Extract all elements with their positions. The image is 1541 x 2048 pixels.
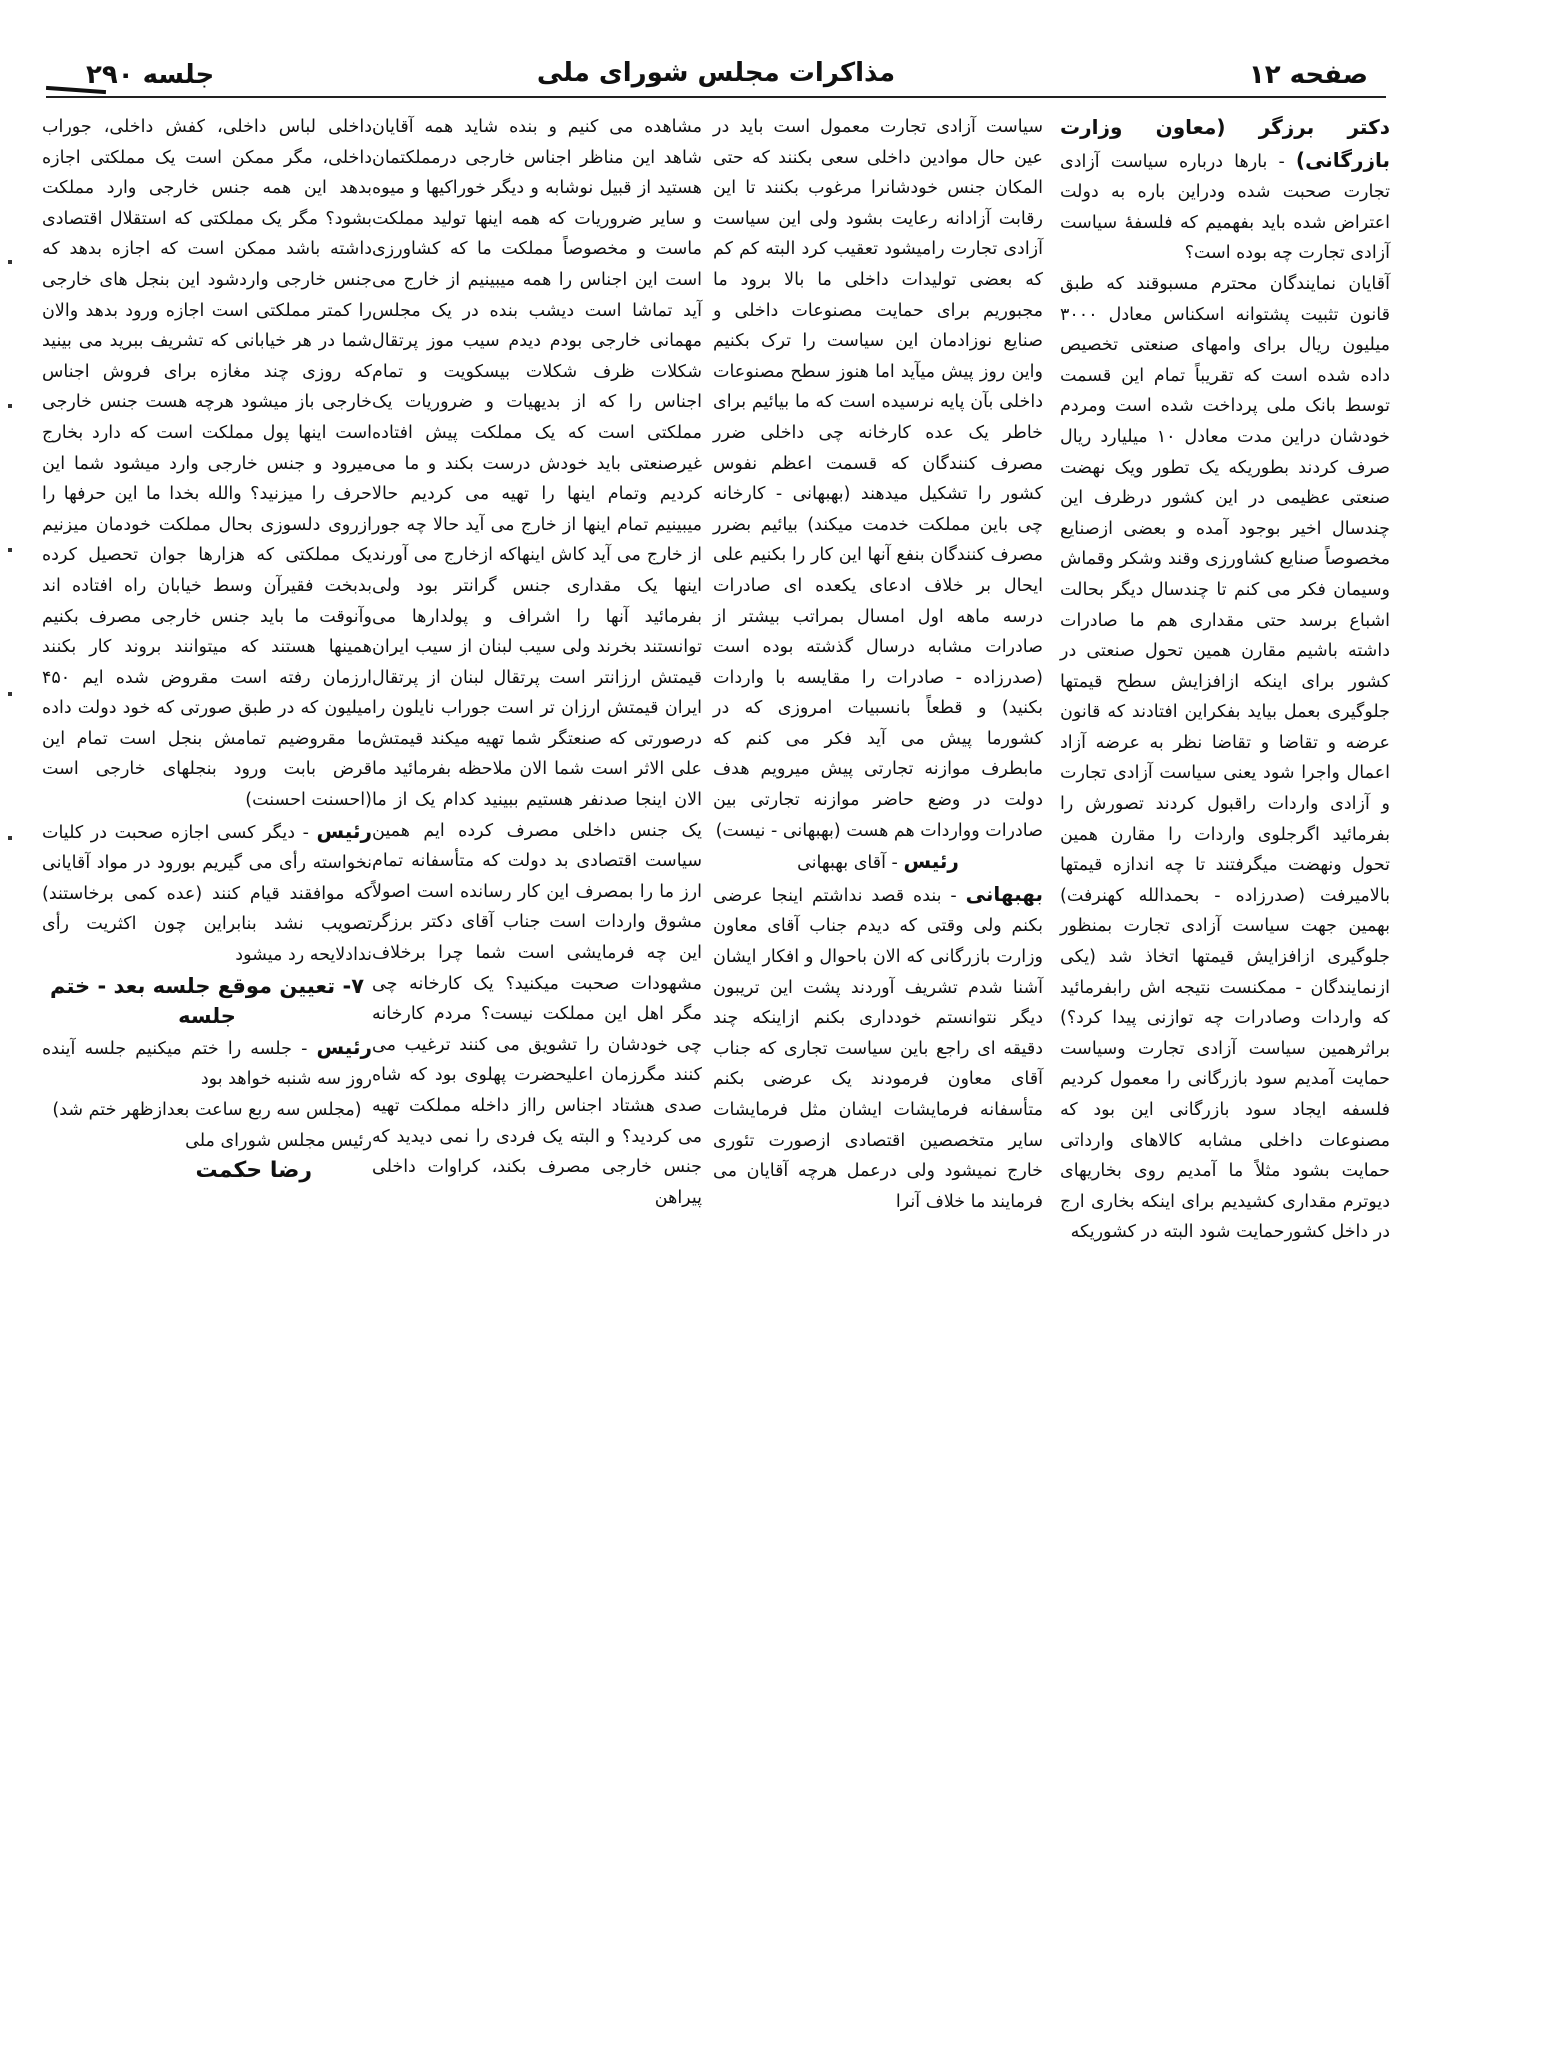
scan-margin-marks <box>8 120 18 1120</box>
text-column-3 <box>372 112 702 1213</box>
paragraph <box>713 846 1043 879</box>
scan-speck <box>8 548 12 552</box>
text-column-4 <box>42 112 372 1187</box>
header-rule <box>46 96 1386 98</box>
paragraph <box>42 816 372 971</box>
paragraph <box>1060 112 1390 269</box>
paragraph <box>1060 269 1390 1248</box>
paragraph-text: آقایان نمایندگان محترم مسبوقند که طبق قانون تثبیت پشتوانه اسکناس معادل ۳۰۰۰ میلیون ریال برای وامهای صنعتی تخصیص داده شده است که تقریباً تمام این قسمت توسط بانک ملی پرداخت شده است ومردم خودشان دراین مدت معادل ۱۰ میلیارد ریال صرف کردند بطوریکه یک تطور ویک نهضت صنعتی عظیمی در این کشور درظرف این چندسال اخیر بوجود آمده و بعضی ازصنایع مخصوصاً صنایع کشاورزی وقند وشکر وقماش وسیمان فکر می کنم تا چندسال دیگر بحالت اشباع برسد حتی مقداری هم ما صادرات داشته باشیم مقارن همین تحول صنعتی در کشور برای اینکه ازافزایش سطح قیمتها جلوگیری بعمل بیاید بفکراین افتادند که قانون عرضه و تقاضا و تقاضا نظر به عرضه آزاد اعمال واجرا شود یعنی سیاست آزادی تجارت و آزادی واردات راقبول کردند تصورش را بفرمائید اگرجلوی واردات را مقارن همین تحول ونهضت میگرفتند تا چه اندازه قیمتها بالامیرفت (صدرزاده - بحمدالله کهنرفت) بهمین جهت سیاست آزادی تجارت بمنظور جلوگیری ازافزایش قیمتها اتخاذ شد (یکی ازنمایندگان - ممکنست نتیجه اش رابفرمائید که واردات وصادرات چه توازنی پیدا کرد؟) براثرهمین سیاست آزادی تجارت وسیاست حمایت آمدیم سود بازرگانی را معمول کردیم فلسفه ایجاد سود بازرگانی این بود که مصنوعات داخلی مشابه کالاهای وارداتی حمایت بشود مثلاً ما آمدیم روی بخاریهای دیوترم مقداری کشیدیم برای اینکه بخاری ارج در داخل کشورحمایت شود البته در کشوریکه <box>1060 273 1390 1243</box>
paragraph <box>42 1032 372 1095</box>
text-column-1 <box>1060 112 1390 1248</box>
speaker-name: رئیس <box>316 818 372 843</box>
scan-speck <box>8 260 12 264</box>
paragraph-text: - بنده قصد نداشتم اینجا عرضی بکنم ولی وقتی که دیدم جناب آقای معاون وزارت بازرگانی که الان باحوال و افکار ایشان آشنا شدم تشریف آوردند پشت این تریبون دیگر نتوانستم خودداری بکنم ازاینکه چند دقیقه ای راجع باین سیاست تجاری که جناب آقای معاون فرمودند یک عرضی بکنم متأسفانه فرمایشات ایشان مثل فرمایشات سایر متخصصین اقتصادی ازصورت تئوری خارج نمیشود ولی درعمل هرچه آقایان می فرمایند ما خلاف آنرا <box>713 885 1043 1212</box>
paragraph-text: مشاهده می کنیم و بنده شاید همه آقایان شاهد این مناظر اجناس خارجی درمملکتمان هستید از قبیل نوشابه و دیگر خوراکیها و میوه و سایر ضروریات که همه اینها تولید مملکت ماست و مخصوصاً مملکت ما که کشاورزی است این اجناس را همه میبینیم از خارج می آید تماشا است دیشب بنده در یک مجلس مهمانی خارجی بودم دیدم سیب موز پرتقال شکلات ظرف شکلات بیسکویت و تمام اجناس را که از بدیهیات و ضروریات یک مملکتی است که یک مملکت پیش افتاده غیرصنعتی باید خودش درست بکند و ما می کردیم وتمام اینها را تهیه می کردیم حالا میبینیم تمام اینها از خارج می آید حالا چه جور از خارج می آید کاش اینهاکه ازخارج می آورند اینها یک مقداری جنس گرانتر بود ولی بفرمائید آنها را اشراف و پولدارها می توانستند بخرند ولی سیب لبنان از سیب ایران قیمتش ارزانتر است پرتقال لبنان از پرتقال ایران قیمتش ارزان تر است جوراب نایلون را درصورتی که صنعتگر شما تهیه میکند قیمتش علی الاثر است شما الان ملاحظه بفرمائید ما الان اینجا صدنفر هستیم ببینید کدام یک از ما یک جنس داخلی مصرف کرده ایم همین سیاست اقتصادی بد دولت که متأسفانه تمام ارز ما را بمصرف این کار رسانده است اصولاً مشوق واردات است جناب آقای دکتر برزگر این چه فرمایشی است شما چرا برخلاف مشهودات صحبت میکنید؟ یک کارخانه چی مگر اهل این مملکت نیست؟ مردم کارخانه چی خودشان را تشویق می کنند ترغیب می کنند مگرزمان اعلیحضرت پهلوی بود که شاه صدی هشتاد اجناس رااز داخله مملکت تهیه می کردید؟ و البته یک فردی را نمی دیدید که جنس خارجی مصرف بکند، کراوات داخلی پیراهن <box>372 117 702 1208</box>
paragraph-text: - بارها درباره سیاست آزادی تجارت صحبت شده ودراین باره به دولت اعتراض شده باید بفهمیم که فلسفهٔ سیاست آزادی تجارت چه بوده است؟ <box>1060 151 1390 264</box>
paragraph-text: سیاست آزادی تجارت معمول است باید در عین حال موادین داخلی سعی بکنند که حتی المکان جنس خودشانرا مرغوب بکنند تا این رقابت آزادانه رعایت بشود ولی این سیاست آزادی تجارت رامیشود تعقیب کرد البته کم کم که بعضی تولیدات داخلی ما بالا برود ما مجبوریم برای حمایت مصنوعات داخلی و صنایع نوزادمان این سیاست را ترک بکنیم واین روز پیش میآید اما هنوز سطح مصنوعات داخلی بآن پایه نرسیده است که ما بیائیم برای خاطر یک عده کارخانه چی داخلی ضرر مصرف کنندگان که قسمت اعظم نفوس کشور را تشکیل میدهند (بهبهانی - کارخانه چی باین مملکت خدمت میکند) بیائیم بضرر مصرف کنندگان بنفع آنها این کار را بکنیم علی ایحال بر خلاف ادعای یکعده ای صادرات درسه ماهه اول امسال بمراتب بیشتر از صادرات مشابه درسال گذشته بوده است (صدرزاده - صادرات را مقایسه با واردات بکنید) و قطعاً بانسبیات امروزی که در کشورما پیش می آید فکر می کنم که مابطرف موازنه تجارتی پیش میرویم هدف دولت در وضع حاضر موازنه تجارتی بین صادرات وواردات هم هست (بهبهانی - نیست) <box>713 117 1043 841</box>
speaker-name: دکتر برزگر (معاون وزارت بازرگانی) <box>1060 115 1390 172</box>
paragraph-text: - آقای بهبهانی <box>797 853 904 874</box>
paragraph <box>372 112 702 1213</box>
scan-speck <box>8 692 12 696</box>
session-number: جلسه ۲۹۰ <box>86 60 215 90</box>
paragraph-text: - دیگر کسی اجازه صحبت در کلیات نخواسته رأی می گیریم بورود در مواد آقایانی که موافقند قیام کنند (عده کمی برخاستند) تصویب نشد بنابراین چون اکثریت رأی ندادلایحه رد میشود <box>42 822 372 966</box>
session-end-note: (مجلس سه ربع ساعت بعدازظهر ختم شد) <box>52 1100 362 1120</box>
scan-speck <box>8 404 12 408</box>
scan-speck <box>8 836 12 840</box>
signature-title: رئیس مجلس شورای ملی <box>185 1130 372 1151</box>
page-number: صفحه ۱۲ <box>1248 60 1368 90</box>
text-column-2 <box>713 112 1043 1217</box>
paragraph-text: داخلی لباس داخلی، کفش داخلی، جوراب داخلی، مگر ممکن است یک مملکتی اجازه بدهد این همه جنس خارجی وارد مملکت بشود؟ مگر یک مملکتی که استقلال اقتصادی داشته باشد ممکن است که اجازه بدهد که جنس خارجی واردشود این بنجل های خارجی را کمتر مملکتی است اجازه ورود بدهد والان شما در هر خیابانی که تشریف ببرید می بینید که روزی چند مغازه برای فروش اجناس خارجی باز میشود هرچه هست جنس خارجی است اینها پول مملکت است که دارد بخارج میرود و جنس خارجی وارد میشود شما این حرف را میزنید؟ والله بخدا ما این حرفها را ازروی دلسوزی بحال مملکت خودمان میزنیم یک مملکتی که هزارها جوان تحصیل کرده بدبخت فقیرآن وسط خیابان راه افتاده اند وآنوقت ما باید جنس خارجی مصرف بکنیم همینها هستند که میتوانند بروند کار بکنند ارزمان رفته است مقروض شده ایم ۴۵۰ میلیون که در طبق صورتی که خود دولت داده ما مقروضیم تمامش بنجل است تمام این قرض بابت ورود بنجلهای خارجی است (احسنت احسنت) <box>42 117 372 811</box>
paragraph <box>42 112 372 816</box>
paragraph <box>713 879 1043 1218</box>
page-header <box>46 48 1386 94</box>
paragraph <box>713 112 1043 846</box>
speaker-name: رئیس <box>903 849 959 874</box>
paragraph-text: - جلسه را ختم میکنیم جلسه آینده روز سه شنبه خواهد بود <box>42 1038 372 1090</box>
speaker-name: بهبهانی <box>965 881 1043 906</box>
section-heading: ۷- تعیین موقع جلسه بعد - ختم جلسه <box>49 973 365 1029</box>
publication-title: مذاکرات مجلس شورای ملی <box>536 58 896 88</box>
speaker-name: رئیس <box>316 1034 372 1059</box>
signature-name: رضا حکمت <box>195 1158 312 1184</box>
